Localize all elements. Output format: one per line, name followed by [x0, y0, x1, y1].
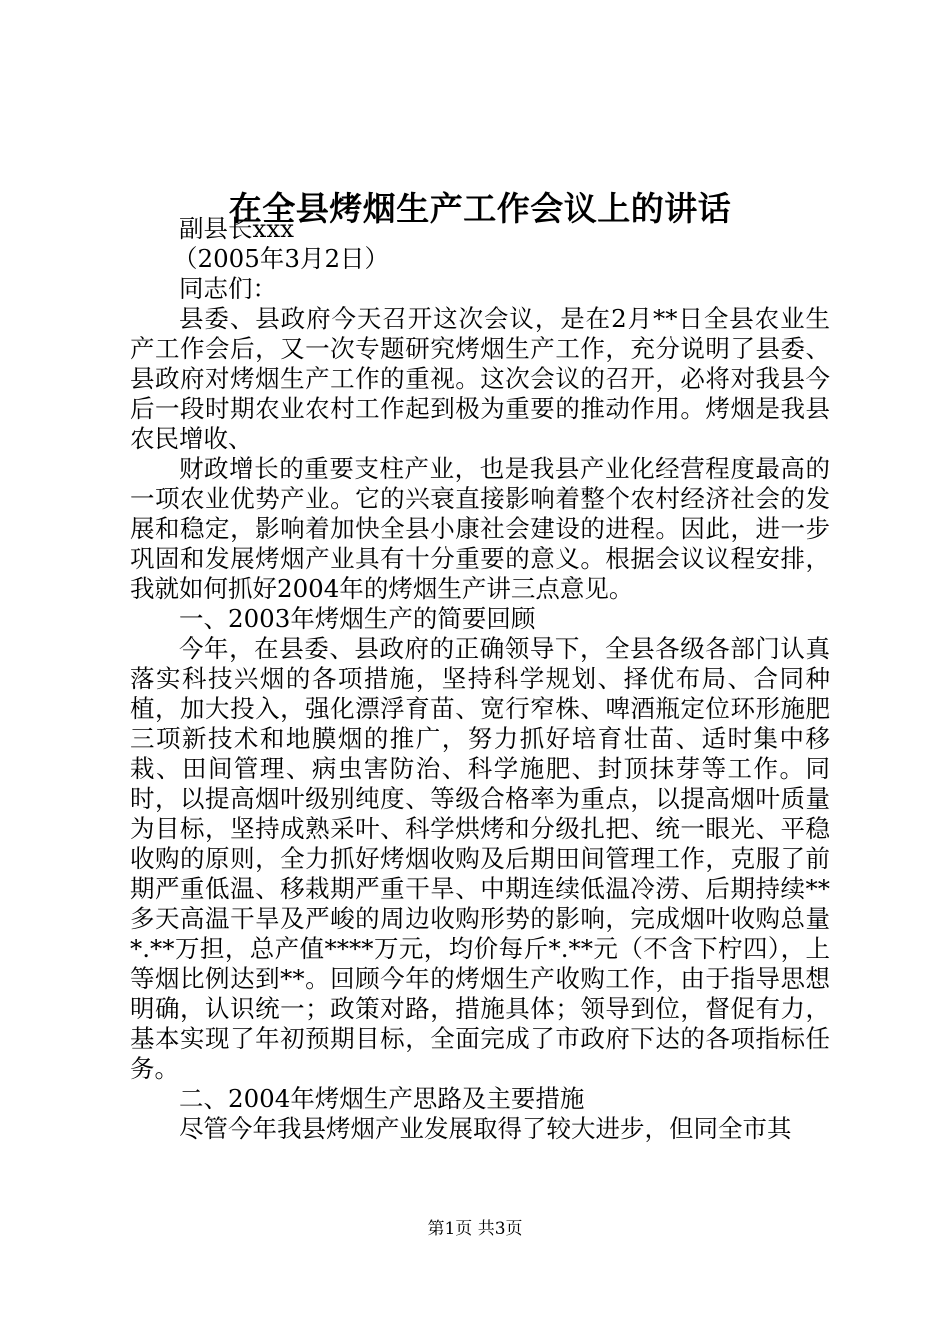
page-footer: 第1页 共3页 — [427, 1219, 523, 1239]
paragraph: 县委、县政府今天召开这次会议，是在2月**日全县农业生产工作会后，又一次专题研究烤烟生产工作，充分说明了县委、县政府对烤烟生产工作的重视。这次会议的召开，必将对我县今后一段时期农业农村工作起到极为重要的推动作用。烤烟是我县农民增收、 — [130, 304, 830, 453]
paragraph: 尽管今年我县烤烟产业发展取得了较大进步，但同全市其 — [179, 1114, 792, 1143]
document-body — [130, 214, 830, 1144]
document-title: 在全县烤烟生产工作会议上的讲话 — [228, 189, 732, 228]
byline: 副县长xxx — [179, 214, 294, 243]
section-heading: 二、2004年烤烟生产思路及主要措施 — [179, 1084, 585, 1113]
paragraph: 财政增长的重要支柱产业，也是我县产业化经营程度最高的一项农业优势产业。它的兴衰直接影响着整个农村经济社会的发展和稳定，影响着加快全县小康社会建设的进程。因此，进一步巩固和发展烤烟产业具有十分重要的意义。根据会议议程安排，我就如何抓好2004年的烤烟生产讲三点意见。 — [130, 454, 830, 603]
salutation: 同志们： — [179, 274, 277, 303]
section-heading: 一、2003年烤烟生产的简要回顾 — [179, 604, 536, 633]
speech-date: （2005年3月2日） — [173, 244, 390, 273]
paragraph: 今年，在县委、县政府的正确领导下，全县各级各部门认真落实科技兴烟的各项措施，坚持科学规划、择优布局、合同种植，加大投入，强化漂浮育苗、宽行窄株、啤酒瓶定位环形施肥三项新技术和地膜烟的推广，努力抓好培育壮苗、适时集中移栽、田间管理、病虫害防治、科学施肥、封顶抹芽等工作。同时，以提高烟叶级别纯度、等级合格率为重点，以提高烟叶质量为目标，坚持成熟采叶、科学烘烤和分级扎把、统一眼光、平稳收购的原则，全力抓好烤烟收购及后期田间管理工作，克服了前期严重低温、移栽期严重干旱、中期连续低温冷涝、后期持续**多天高温干旱及严峻的周边收购形势的影响，完成烟叶收购总量*.**万担，总产值****万元，均价每斤*.**元（不含下柠四），上等烟比例达到**。回顾今年的烤烟生产收购工作，由于指导思想明确，认识统一；政策对路，措施具体；领导到位，督促有力，基本实现了年初预期目标，全面完成了市政府下达的各项指标任务。 — [130, 634, 830, 1083]
